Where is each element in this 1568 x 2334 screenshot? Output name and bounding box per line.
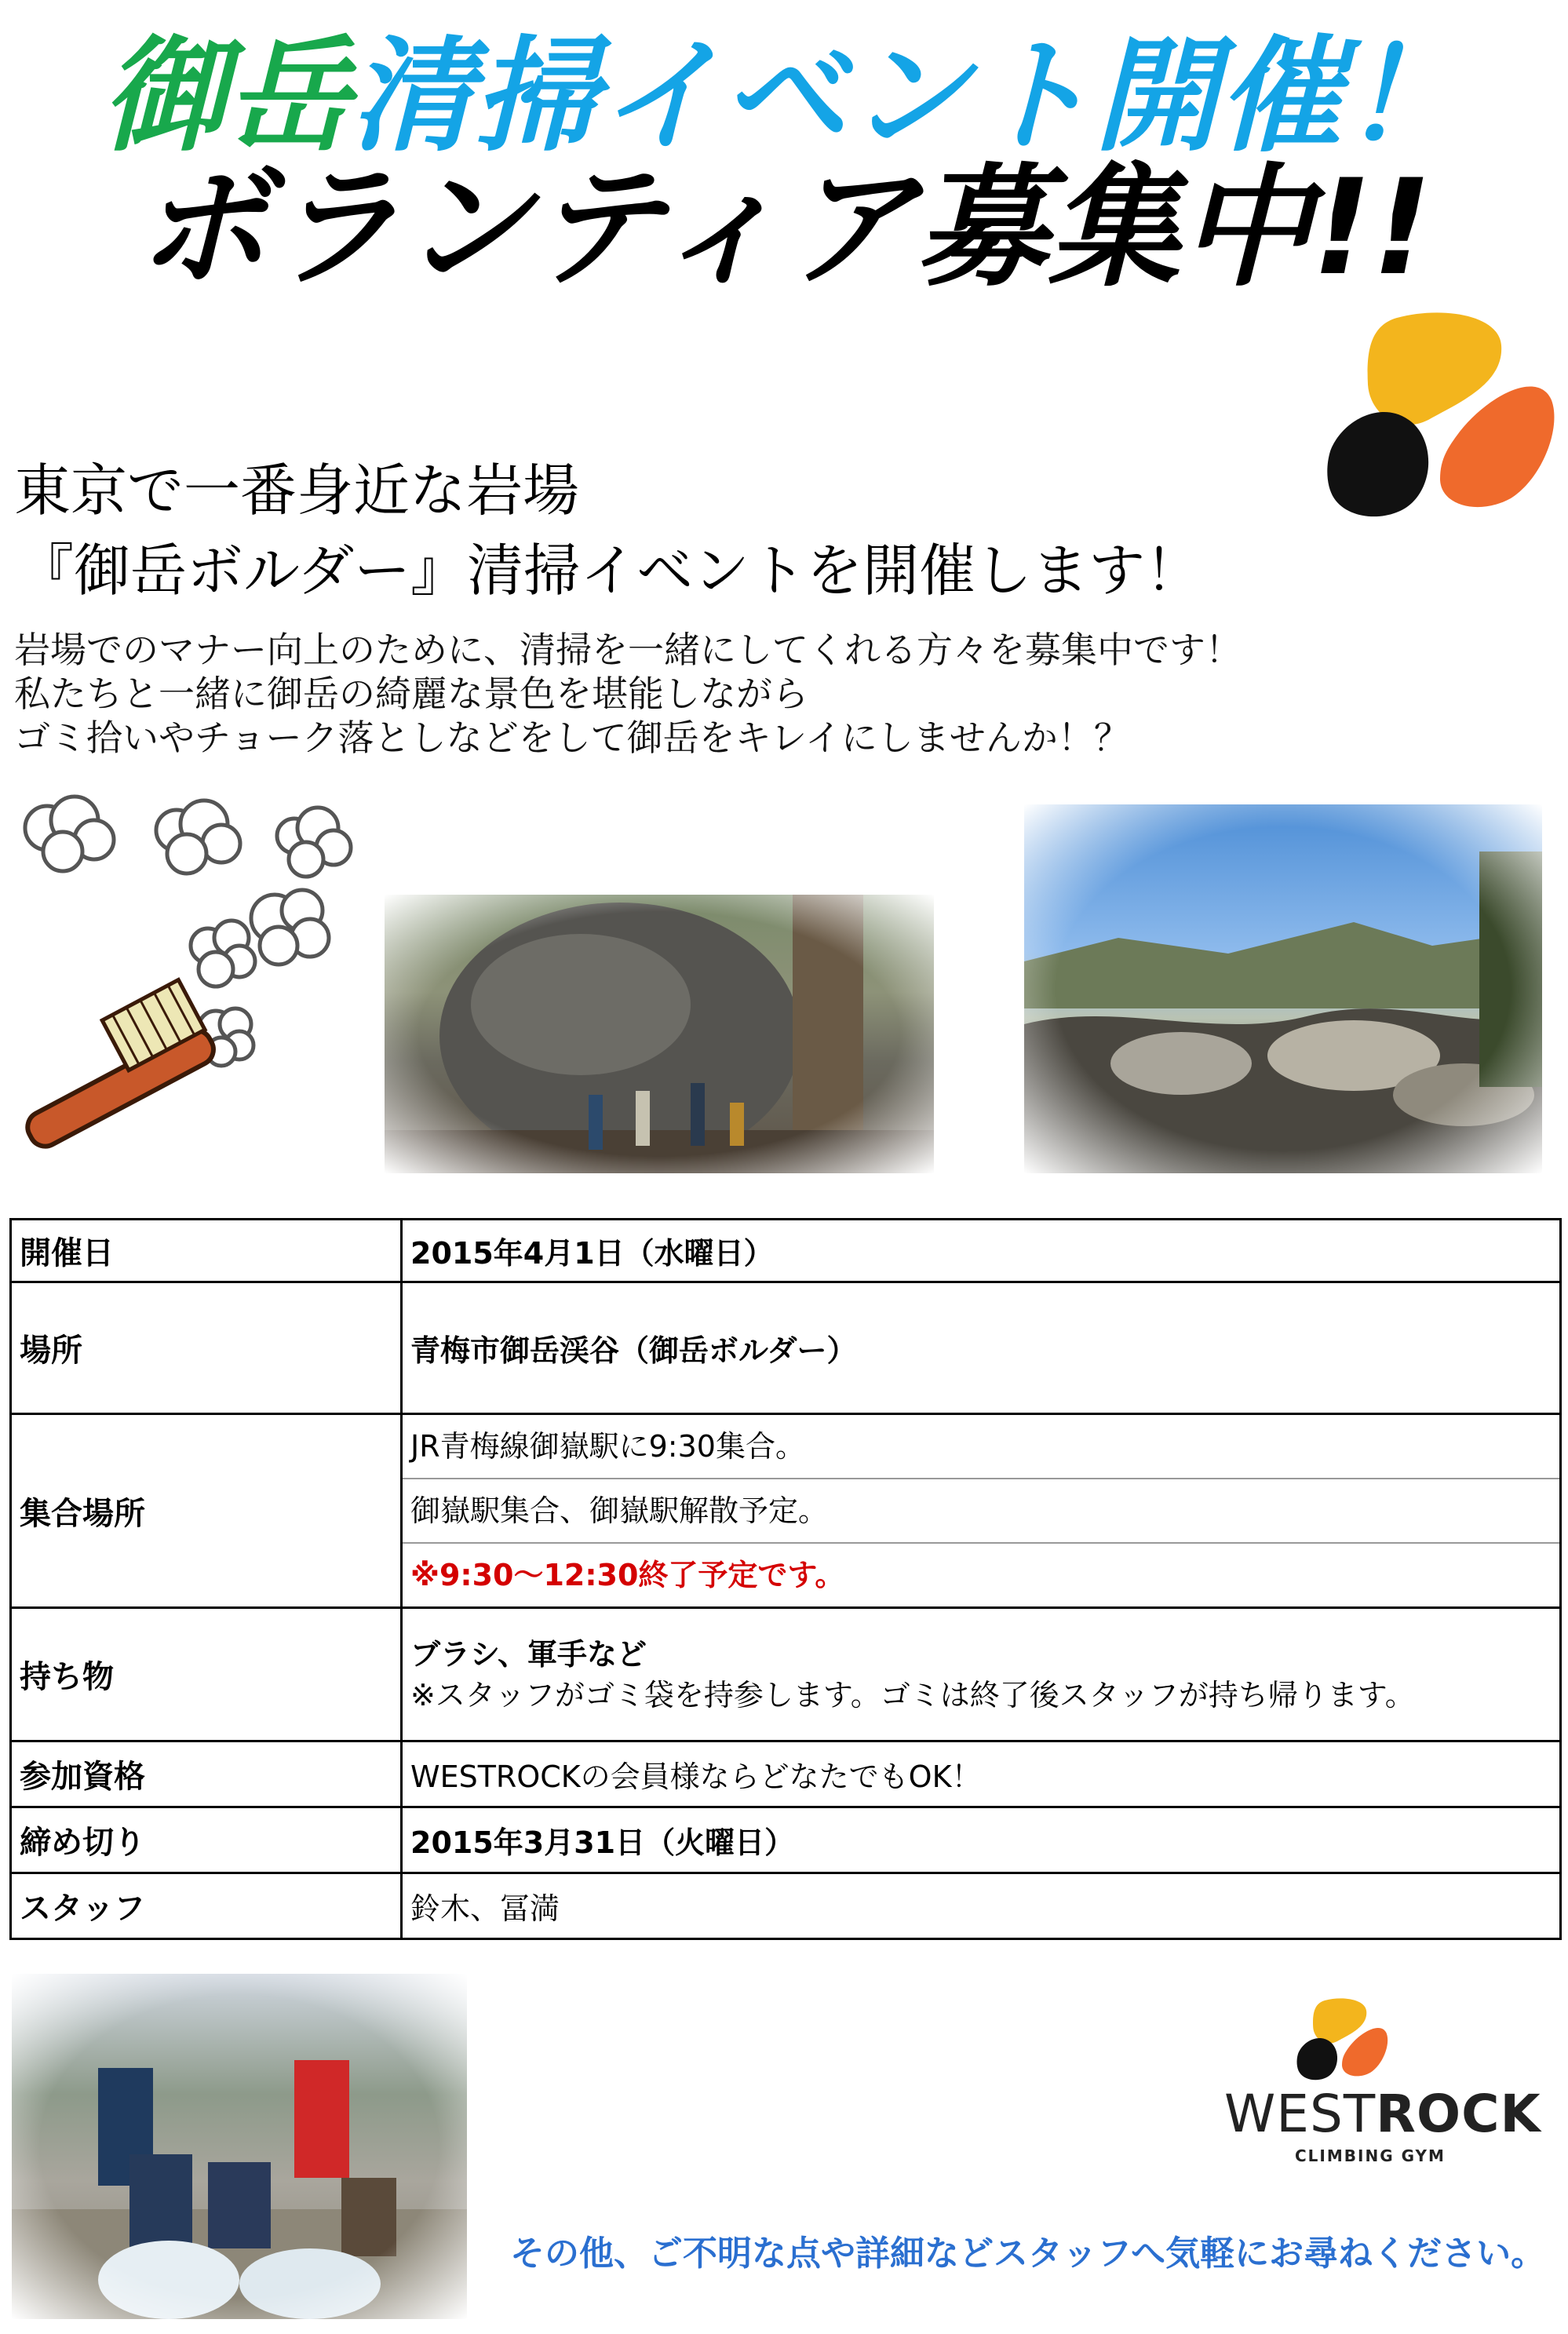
footer-note: その他、ご不明な点や詳細などスタッフへ気軽にお尋ねください。 (510, 2234, 1546, 2274)
brand-tagline: CLIMBING GYM (1295, 2146, 1446, 2165)
staff-label: スタッフ (11, 1873, 402, 1939)
deadline-value: 2015年3月31日（火曜日） (402, 1807, 1561, 1873)
meeting-place-line: 御嶽駅集合、御嶽駅解散予定。 (403, 1478, 1559, 1542)
brand-west: WEST (1224, 2084, 1377, 2144)
brand-wordmark (1224, 2084, 1541, 2144)
items-cell (402, 1608, 1561, 1741)
table-row (11, 1282, 1561, 1414)
table-row (11, 1807, 1561, 1873)
deadline-label: 締め切り (11, 1807, 402, 1873)
brand-rock: ROCK (1376, 2084, 1541, 2144)
date-label: 開催日 (11, 1220, 402, 1282)
headline-event: 清掃イベント開催！ (350, 24, 1466, 169)
intro-line: 私たちと一緒に御岳の綺麗な景色を堪能しながら (14, 673, 808, 715)
meeting-place-label: 集合場所 (11, 1414, 402, 1608)
date-value: 2015年4月1日（水曜日） (402, 1220, 1561, 1282)
items-label: 持ち物 (11, 1608, 402, 1741)
place-value: 青梅市御岳渓谷（御岳ボルダー） (402, 1282, 1561, 1414)
table-row (11, 1741, 1561, 1807)
items-note: ※スタッフがゴミ袋を持参します。ゴミは終了後スタッフが持ち帰ります。 (410, 1677, 1415, 1712)
table-row (11, 1414, 1561, 1608)
headline-line2: ボランティア募集中!! (136, 151, 1432, 305)
brush-illustration (16, 793, 392, 1154)
intro-line: ゴミ拾いやチョーク落としなどをして御岳をキレイにしませんか！？ (14, 717, 1130, 759)
staff-value: 鈴木、冨満 (402, 1873, 1561, 1939)
qualification-label: 参加資格 (11, 1741, 402, 1807)
meeting-place-line: JR青梅線御嶽駅に9:30集合。 (410, 1429, 805, 1464)
headline-location: 御岳 (102, 24, 350, 169)
place-label: 場所 (11, 1282, 402, 1414)
meeting-place-cell (402, 1414, 1561, 1608)
intro-line: 岩場でのマナー向上のために、清掃を一緒にしてくれる方々を募集中です！ (14, 629, 1242, 671)
boulder-climbers-photo (385, 895, 934, 1173)
items-line: ブラシ、軍手など (410, 1636, 647, 1672)
table-row (11, 1873, 1561, 1939)
subheading-line1: 東京で一番身近な岩場 (14, 458, 580, 523)
valley-scenery-photo (1024, 804, 1542, 1173)
table-row (11, 1608, 1561, 1741)
schedule-note: ※9:30～12:30終了予定です。 (403, 1542, 1559, 1606)
volunteers-group-photo (12, 1974, 467, 2319)
event-info-table (9, 1218, 1562, 1940)
subheading-line2: 『御岳ボルダー』清掃イベントを開催します！ (17, 538, 1202, 604)
table-row (11, 1220, 1561, 1282)
qualification-value: WESTROCKの会員様ならどなたでもOK！ (402, 1741, 1561, 1807)
westrock-logo-icon (1322, 310, 1558, 538)
intro-paragraph (14, 628, 1242, 760)
